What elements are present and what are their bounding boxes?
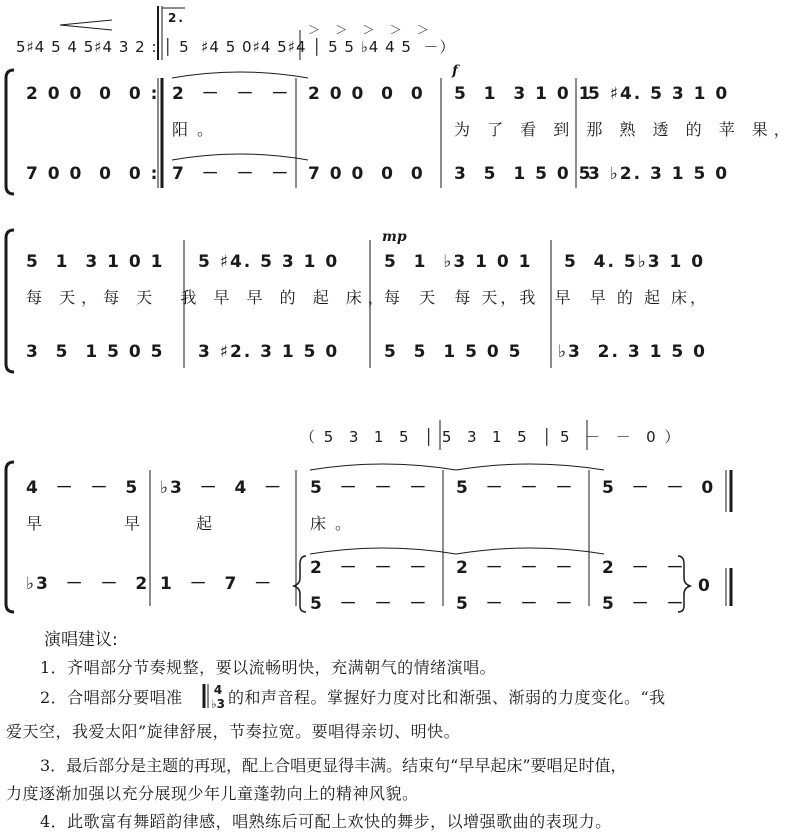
lower-measure: 7 0 0 0 0 bbox=[308, 164, 425, 184]
upper-measure: 5 － － － bbox=[310, 478, 429, 498]
accent-marks: ＞ ＞ ＞ ＞ ＞ bbox=[308, 23, 433, 37]
upper-measure: 5 1 ♭3 1 0 1 bbox=[384, 252, 533, 272]
upper-measure: ♭3 － 4 － bbox=[160, 478, 284, 498]
lower-measure: 1 － 7 － bbox=[160, 574, 274, 594]
lower-measure: ♭3 2. 3 1 5 0 bbox=[558, 342, 707, 362]
lyric-word: 早 bbox=[26, 514, 52, 533]
upper-measure: 4 － － 5 bbox=[26, 478, 140, 498]
upper-measure: 2 0 0 0 0 : bbox=[26, 84, 160, 104]
note-item-2-cont: 爱天空，我爱太阳”旋律舒展，节奏拉宽。要唱得亲切、明快。 bbox=[6, 722, 461, 741]
note-item-3: 3．最后部分是主题的再现，配上合唱更显得丰满。结束句“早早起床”要唱足时值， bbox=[40, 756, 627, 775]
note-item-4: 4．此歌富有舞蹈韵律感，唱熟练后可配上欢快的舞步，以增强歌曲的表现力。 bbox=[40, 812, 612, 831]
divisi-lower-measure: 5 － － bbox=[602, 594, 686, 614]
upper-measure: 5 1 3 1 0 1 bbox=[454, 84, 593, 104]
lyric-line: 每 天，每 天 我 早 早 的 起 床， bbox=[26, 288, 390, 307]
final-rest: 0 bbox=[698, 576, 712, 596]
lyric-line: 阳。 bbox=[172, 120, 223, 139]
upper-measure: 5 － － － bbox=[456, 478, 575, 498]
note-item-3-cont: 力度逐渐加强以充分展现少年儿童蓬勃向上的精神风貌。 bbox=[6, 784, 419, 803]
lower-measure: 7 0 0 0 0 : bbox=[26, 164, 160, 184]
upper-measure: 2 0 0 0 0 bbox=[308, 84, 425, 104]
divisi-lower-measure: 5 － － － bbox=[310, 594, 429, 614]
volta-mark: 2. bbox=[168, 11, 185, 25]
lower-measure: 3 ♭2. 3 1 5 0 bbox=[588, 164, 730, 184]
lyric-line: 每 天 每 天，我 早 早 的 起 床， bbox=[384, 288, 710, 307]
upper-measure: 5 － － 0 bbox=[602, 478, 716, 498]
lower-measure: ♭3 － － 2 bbox=[26, 574, 150, 594]
divisi-upper-measure: 2 － － － bbox=[456, 558, 575, 578]
lyric-line: 为 了 看 到 那 熟 透 的 苹 果， bbox=[454, 120, 796, 139]
notes-title: 演唱建议: bbox=[44, 630, 118, 650]
chord-bottom: ♭3 bbox=[210, 697, 225, 711]
upper-measure: 5 4. 5♭3 1 0 bbox=[564, 252, 706, 272]
divisi-upper-measure: 2 － － bbox=[602, 558, 686, 578]
lyric-word: 床。 bbox=[310, 514, 361, 533]
instrument-outro-row: （ 5 3 1 5 │ 5 3 1 5 │ 5 － － 0 ） bbox=[300, 428, 682, 446]
lower-measure: 5 5 1 5 0 5 bbox=[384, 342, 523, 362]
upper-measure: 5 1 3 1 0 1 bbox=[26, 252, 165, 272]
lower-measure: 3 5 1 5 0 5 bbox=[454, 164, 593, 184]
dynamic-mezzo-piano: mp bbox=[382, 229, 407, 245]
note-item-1: 1．齐唱部分节奏规整，要以流畅明快，充满朝气的情绪演唱。 bbox=[40, 658, 497, 677]
upper-measure: 5 ♯4. 5 3 1 0 bbox=[198, 252, 340, 272]
dynamic-forte: f bbox=[452, 63, 459, 79]
lower-measure: 3 ♯2. 3 1 5 0 bbox=[198, 342, 340, 362]
lower-measure: 7 － － － bbox=[172, 164, 291, 184]
instrument-intro-row: 5♯4 5 4 5♯4 3 2 : │ 5 ♯4 5 0♯4 5♯4 │ 5 5 ♭4 4 5 －） bbox=[16, 38, 456, 56]
upper-measure: 5 ♯4. 5 3 1 0 bbox=[588, 84, 730, 104]
chord-top: 4 bbox=[213, 683, 223, 697]
note-item-2-start: 2．合唱部分要唱准 bbox=[40, 688, 183, 707]
lyric-word: 起 bbox=[196, 514, 222, 533]
lyric-word: 早 bbox=[124, 514, 150, 533]
upper-measure: 2 － － － bbox=[172, 84, 291, 104]
lower-measure: 3 5 1 5 0 5 bbox=[26, 342, 165, 362]
divisi-lower-measure: 5 － － － bbox=[456, 594, 575, 614]
divisi-upper-measure: 2 － － － bbox=[310, 558, 429, 578]
note-item-2-rest: 的和声音程。掌握好力度对比和渐强、渐弱的力度变化。“我 bbox=[228, 688, 666, 707]
